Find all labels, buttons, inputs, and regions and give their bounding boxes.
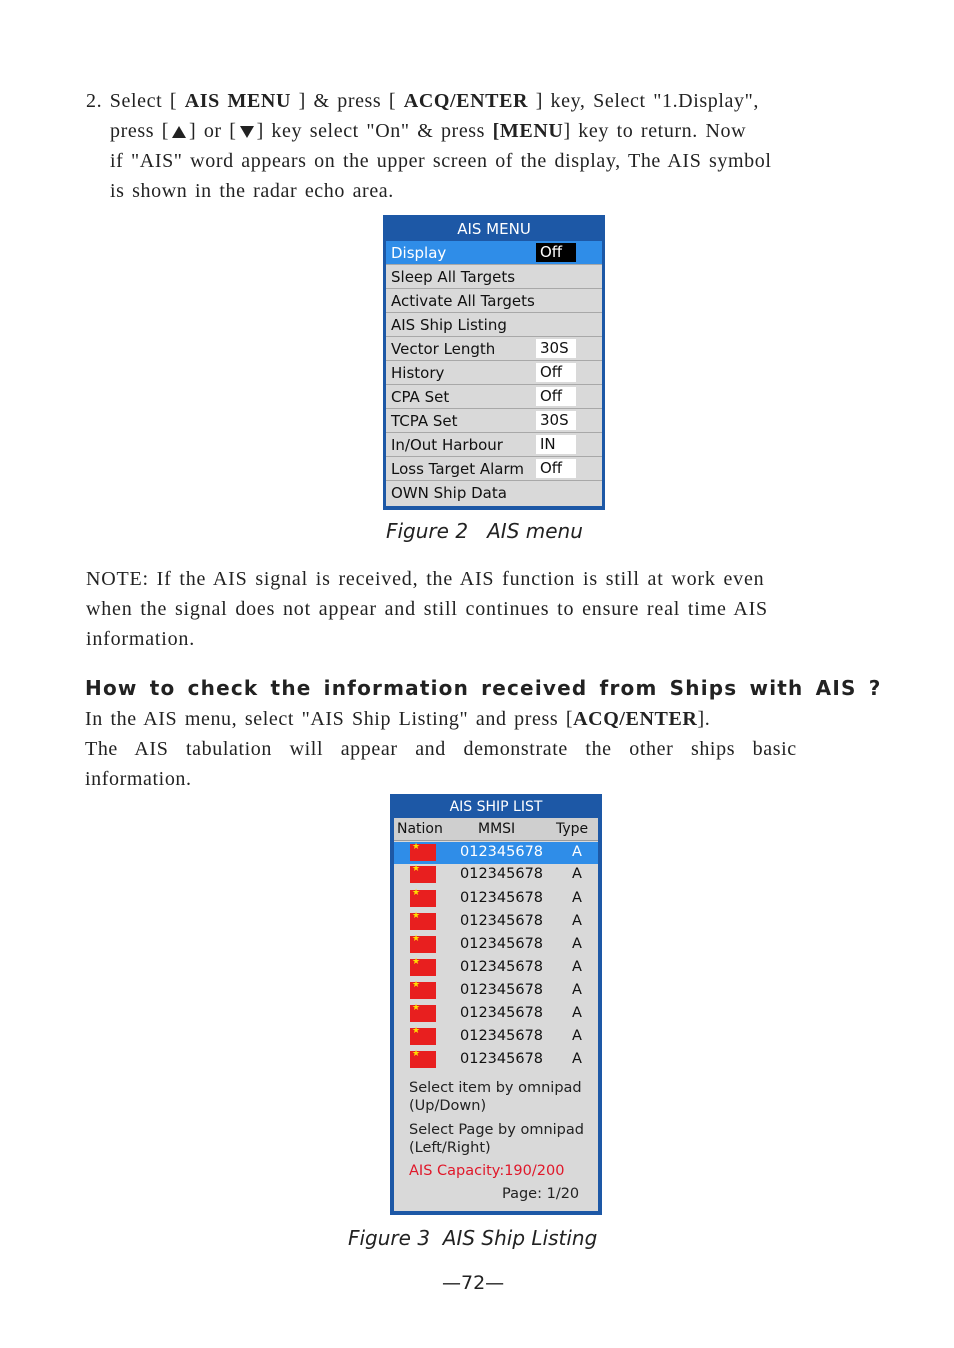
menu-item-sleep-all-targets[interactable]: Sleep All Targets	[386, 265, 602, 289]
step2-paragraph	[86, 86, 772, 206]
china-flag-icon	[410, 844, 436, 861]
section-body: In the AIS menu, select "AIS Ship Listing" and press [ACQ/ENTER]. The AIS tabulation will appear and demonstrate the other ships basic information.	[85, 708, 797, 790]
menu-item-cpa-set[interactable]: CPA Set Off	[386, 385, 602, 409]
cpa-set-value[interactable]: Off	[536, 387, 576, 406]
menu-item-vector-length[interactable]: Vector Length 30S	[386, 337, 602, 361]
ship-list-body	[394, 818, 598, 1211]
loss-target-alarm-value[interactable]: Off	[536, 459, 576, 478]
figure3-caption: Figure 3 AIS Ship Listing	[348, 1226, 598, 1250]
column-nation: Nation	[397, 821, 443, 837]
menu-item-activate-all-targets[interactable]: Activate All Targets	[386, 289, 602, 313]
ais-menu-screen	[383, 215, 605, 510]
down-arrow-icon	[240, 126, 254, 138]
ais-ship-list-screen	[390, 794, 602, 1215]
page-number: —72—	[442, 1272, 505, 1294]
menu-item-own-ship-data[interactable]: OWN Ship Data	[391, 484, 507, 502]
china-flag-icon	[410, 936, 436, 953]
page-indicator: Page: 1/20	[502, 1186, 580, 1202]
ais-capacity: AIS Capacity:190/200	[409, 1163, 565, 1179]
ship-row[interactable]: ★ 012345678 A	[394, 1026, 598, 1048]
history-value[interactable]: Off	[536, 363, 576, 382]
ship-row[interactable]: ★ 012345678 A	[394, 864, 598, 886]
ship-row[interactable]: ★ 012345678 A	[394, 911, 598, 933]
display-value[interactable]: Off	[536, 243, 576, 262]
menu-item-display[interactable]: Display Off	[386, 241, 602, 265]
step2-line-1: 2. Select [ AIS MENU ] & press [ ACQ/ENTER ] key, Select "1.Display",	[86, 90, 759, 112]
section-heading: How to check the information received from Ships with AIS ?	[85, 676, 882, 700]
hint-select-page: Select Page by omnipad	[409, 1122, 584, 1138]
hint-left-right: (Left/Right)	[409, 1140, 491, 1156]
china-flag-icon	[410, 959, 436, 976]
ais-menu-title: AIS MENU	[457, 220, 531, 238]
china-flag-icon	[410, 982, 436, 999]
china-flag-icon	[410, 1005, 436, 1022]
ais-menu-list	[386, 241, 602, 506]
ship-row[interactable]: ★ 012345678 A	[394, 1049, 598, 1071]
step2-line-4: is shown in the radar echo area.	[110, 180, 394, 202]
menu-item-in-out-harbour[interactable]: In/Out Harbour IN	[386, 433, 602, 457]
ship-row[interactable]: ★ 012345678 A	[394, 934, 598, 956]
up-arrow-icon	[172, 126, 186, 138]
china-flag-icon	[410, 890, 436, 907]
ship-row[interactable]: ★ 012345678 A	[394, 1003, 598, 1025]
note-paragraph: NOTE: If the AIS signal is received, the AIS function is still at work even when the signal does not appear and still continues to ensure real time AIS information.	[86, 568, 768, 650]
china-flag-icon	[410, 1028, 436, 1045]
column-mmsi: MMSI	[478, 821, 516, 837]
hint-select-item: Select item by omnipad	[409, 1080, 582, 1096]
ship-list-header	[394, 818, 598, 841]
in-out-harbour-value[interactable]: IN	[536, 435, 576, 454]
step2-line-2: press [ ] or [ ] key select "On" & press [MENU] key to return. Now	[110, 120, 747, 142]
china-flag-icon	[410, 866, 436, 883]
tcpa-set-value[interactable]: 30S	[536, 411, 576, 430]
china-flag-icon	[410, 913, 436, 930]
ship-row[interactable]: ★ 012345678 A	[394, 980, 598, 1002]
column-type: Type	[556, 821, 589, 837]
vector-length-value[interactable]: 30S	[536, 339, 576, 358]
ship-row[interactable]: ★ 012345678 A	[394, 842, 598, 864]
ship-list-title: AIS SHIP LIST	[449, 799, 543, 815]
step2-line-3: if "AIS" word appears on the upper screen of the display, The AIS symbol	[110, 150, 772, 172]
menu-item-ais-ship-listing[interactable]: AIS Ship Listing	[386, 313, 602, 337]
ship-row[interactable]: ★ 012345678 A	[394, 888, 598, 910]
menu-item-history[interactable]: History Off	[386, 361, 602, 385]
menu-item-loss-target-alarm[interactable]: Loss Target Alarm Off	[386, 457, 602, 481]
china-flag-icon	[410, 1051, 436, 1068]
menu-item-tcpa-set[interactable]: TCPA Set 30S	[386, 409, 602, 433]
hint-up-down: (Up/Down)	[409, 1098, 487, 1114]
ship-row[interactable]: ★ 012345678 A	[394, 957, 598, 979]
figure2-caption: Figure 2 AIS menu	[386, 519, 583, 543]
